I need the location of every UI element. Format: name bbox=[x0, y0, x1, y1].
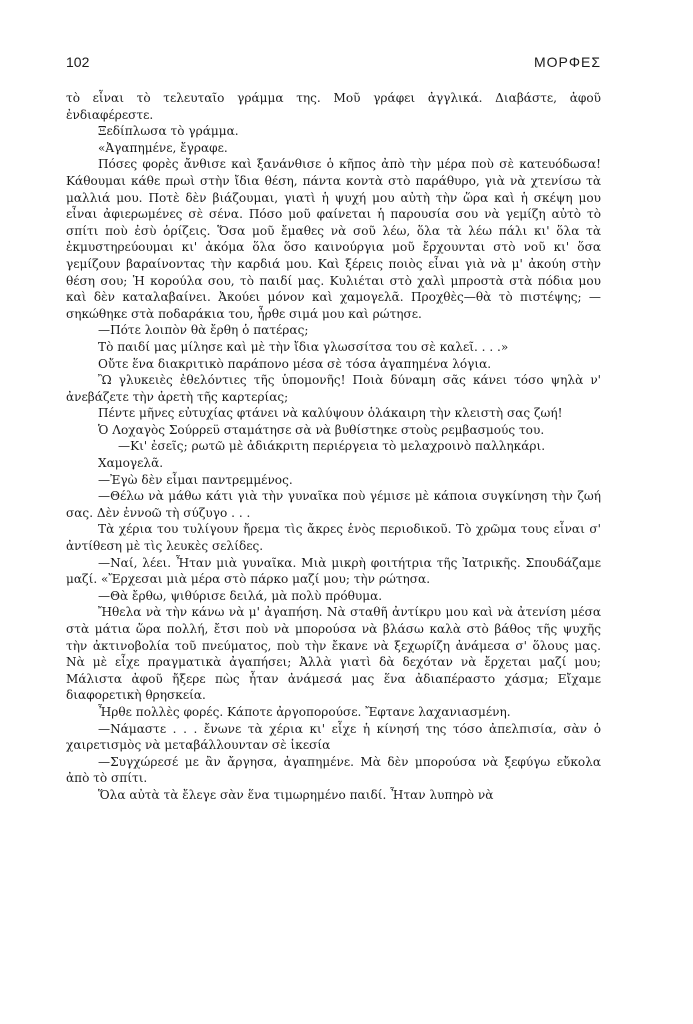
paragraph: —Κι' ἐσεῖς; ρωτῶ μὲ ἀδιάκριτη περιέργεια τὸ μελαχροινὸ παλληκάρι. bbox=[118, 439, 546, 454]
paragraph: —Νάμαστε . . . ἔνωνε τὰ χέρια κι' εἶχε ἡ κίνησή της τόσο ἀπελπισία, σὰν ὁ χαιρετισμὸς νὰ μεταβάλλουνταν σὲ ἱκεσία bbox=[66, 721, 601, 753]
paragraph: Ἦρθε πολλὲς φορές. Κάποτε ἀργοπορούσε. Ἔφτανε λαχανιασμένη. bbox=[98, 704, 511, 719]
paragraph: —Ναί, λέει. Ἦταν μιὰ γυναῖκα. Μιὰ μικρὴ φοιτήτρια τῆς Ἰατρικῆς. Σπουδάζαμε μαζί. «Ἔρχεσαι μιὰ μέρα στὸ πάρκο μαζί μου; τὴν ρώτησα. bbox=[66, 555, 601, 587]
page-number: 102 bbox=[66, 54, 90, 70]
paragraph: Ξεδίπλωσα τὸ γράμμα. bbox=[98, 124, 239, 139]
paragraph: Ὅλα αὐτὰ τὰ ἔλεγε σὰν ἕνα τιμωρημένο παιδί. Ἦταν λυπηρὸ νὰ bbox=[98, 787, 494, 802]
running-head bbox=[66, 54, 601, 74]
paragraph: —Ἐγὼ δὲν εἶμαι παντρεμμένος. bbox=[98, 472, 293, 487]
paragraph: Ὁ Λοχαγὸς Σούρρεϋ σταμάτησε σὰ νὰ βυθίστηκε στοὺς ρεμβασμούς του. bbox=[98, 422, 545, 437]
paragraph: Οὔτε ἕνα διακριτικὸ παράπονο μέσα σὲ τόσα ἀγαπημένα λόγια. bbox=[98, 356, 492, 371]
paragraph: —Θὰ ἔρθω, ψιθύρισε δειλά, μὰ πολὺ πρόθυμα. bbox=[98, 588, 383, 603]
body-text bbox=[66, 90, 601, 804]
paragraph: Χαμογελᾶ. bbox=[98, 456, 164, 471]
paragraph: —Πότε λοιπὸν θὰ ἔρθη ὁ πατέρας; bbox=[98, 323, 309, 338]
paragraph: Πόσες φορὲς ἄνθισε καὶ ξανάνθισε ὁ κῆπος ἀπὸ τὴν μέρα ποὺ σὲ κατευόδωσα! Κάθουμαι κάθε πρωὶ στὴν ἴδια θέση, πάντα κοντὰ στὸ παράθυρο, γιὰ νὰ χτενίσω τὰ μαλλιά μου. Ποτὲ δὲν βιάζουμαι, γιατὶ ἡ ψυχή μου αὐτὴ τὴν ὥρα καὶ ἡ σκέψη μου εἶναι ἀφιερωμένες σὲ σένα. Πόσο μοῦ φαίνεται ἡ παρουσία σου νὰ γεμίζη αὐτὸ τὸ σπίτι ποὺ ἐσὺ ὁρίζεις. Ὅσα μοῦ ἔμαθες νὰ σοῦ λέω, ὅλα τὰ λέω πάλι κι' ὅλα τὰ ἐκμυστηρεύουμαι κι' ἀκόμα ὅλα ὅσο καινούργια μοῦ ἔρχουνται στὸ νοῦ κι' ὅσα γεμίζουν βαραίνοντας τὴν καρδιά μου. Καὶ ξέρεις ποιὸς εἶναι γιὰ νὰ μ' ἀκούη στὴν θέση σου; Ἡ κορούλα σου, τὸ παιδί μας. Κυλιέται στὸ χαλὶ μπροστὰ στὰ πόδια μου καὶ δὲν καταλαβαίνει. Ἀκούει μόνον καὶ χαμογελᾶ. Προχθὲς—θὰ τὸ πιστέψης; —σηκώθηκε στὰ ποδαράκια του, ἦρθε σιμά μου καὶ ρώτησε. bbox=[66, 157, 601, 321]
paragraph: —Συγχώρεσέ με ἂν ἄργησα, ἀγαπημένε. Μὰ δὲν μπορούσα νὰ ξεφύγω εὔκολα ἀπὸ τὸ σπίτι. bbox=[66, 754, 601, 786]
paragraph: Ἤθελα νὰ τὴν κάνω νὰ μ' ἀγαπήση. Νὰ σταθῆ ἀντίκρυ μου καὶ νὰ ἀτενίση μέσα στὰ μάτια ὥρα πολλή, ἔτσι ποὺ νὰ μπορούσα νὰ βλάσω καλὰ στὸ βάθος τῆς ψυχῆς τὴν ἀκτινοβολία τοῦ πνεύματος, ποὺ τὴν ἔκανε νὰ ξεχωρίζη ἀνάμεσα σ' ὅλους μας. Νὰ μὲ εἶχε πραγματικὰ ἀγαπήσει; Ἀλλὰ γιατὶ δὰ δεχόταν νὰ ἔρχεται μαζί μου; Μάλιστα ἀφοῦ ἤξερε πὼς ἦταν ἀνάμεσά μας ἕνα ἀδιαπέραστο χάσμα; Εἴχαμε διαφορετικὴ θρησκεία. bbox=[66, 605, 601, 703]
paragraph: Πέντε μῆνες εὐτυχίας φτάνει νὰ καλύψουν ὁλάκαιρη τὴν κλειστὴ σας ζωή! bbox=[98, 406, 563, 421]
paragraph: Ὢ γλυκειὲς ἐθελόντιες τῆς ὑπομονῆς! Ποιὰ δύναμη σᾶς κάνει τόσο ψηλὰ ν' ἀνεβάζετε τὴν ἀρετὴ τῆς καρτερίας; bbox=[66, 373, 601, 404]
paragraph: «Ἀγαπημένε, ἔγραφε. bbox=[98, 140, 228, 155]
paragraph: Τὰ χέρια του τυλίγουν ἤρεμα τὶς ἄκρες ἑνὸς περιοδικοῦ. Τὸ χρῶμα τους εἶναι σ' ἀντίθεση μὲ τὶς λευκὲς σελίδες. bbox=[66, 522, 601, 554]
paragraph: Τὸ παιδί μας μίλησε καὶ μὲ τὴν ἴδια γλωσσίτσα του σὲ καλεῖ. . . .» bbox=[98, 339, 509, 354]
journal-title: ΜΟΡΦΕΣ bbox=[533, 54, 601, 70]
paragraph: τὸ εἶναι τὸ τελευταῖο γράμμα της. Μοῦ γράφει ἀγγλικά. Διαβάστε, ἀφοῦ ἐνδιαφέρεστε. bbox=[66, 91, 601, 122]
paragraph: —Θέλω νὰ μάθω κάτι γιὰ τὴν γυναῖκα ποὺ γέμισε μὲ κάποια συγκίνηση τὴν ζωή σας. Δὲν ἐννοῶ τὴ σύζυγο . . . bbox=[66, 489, 601, 520]
